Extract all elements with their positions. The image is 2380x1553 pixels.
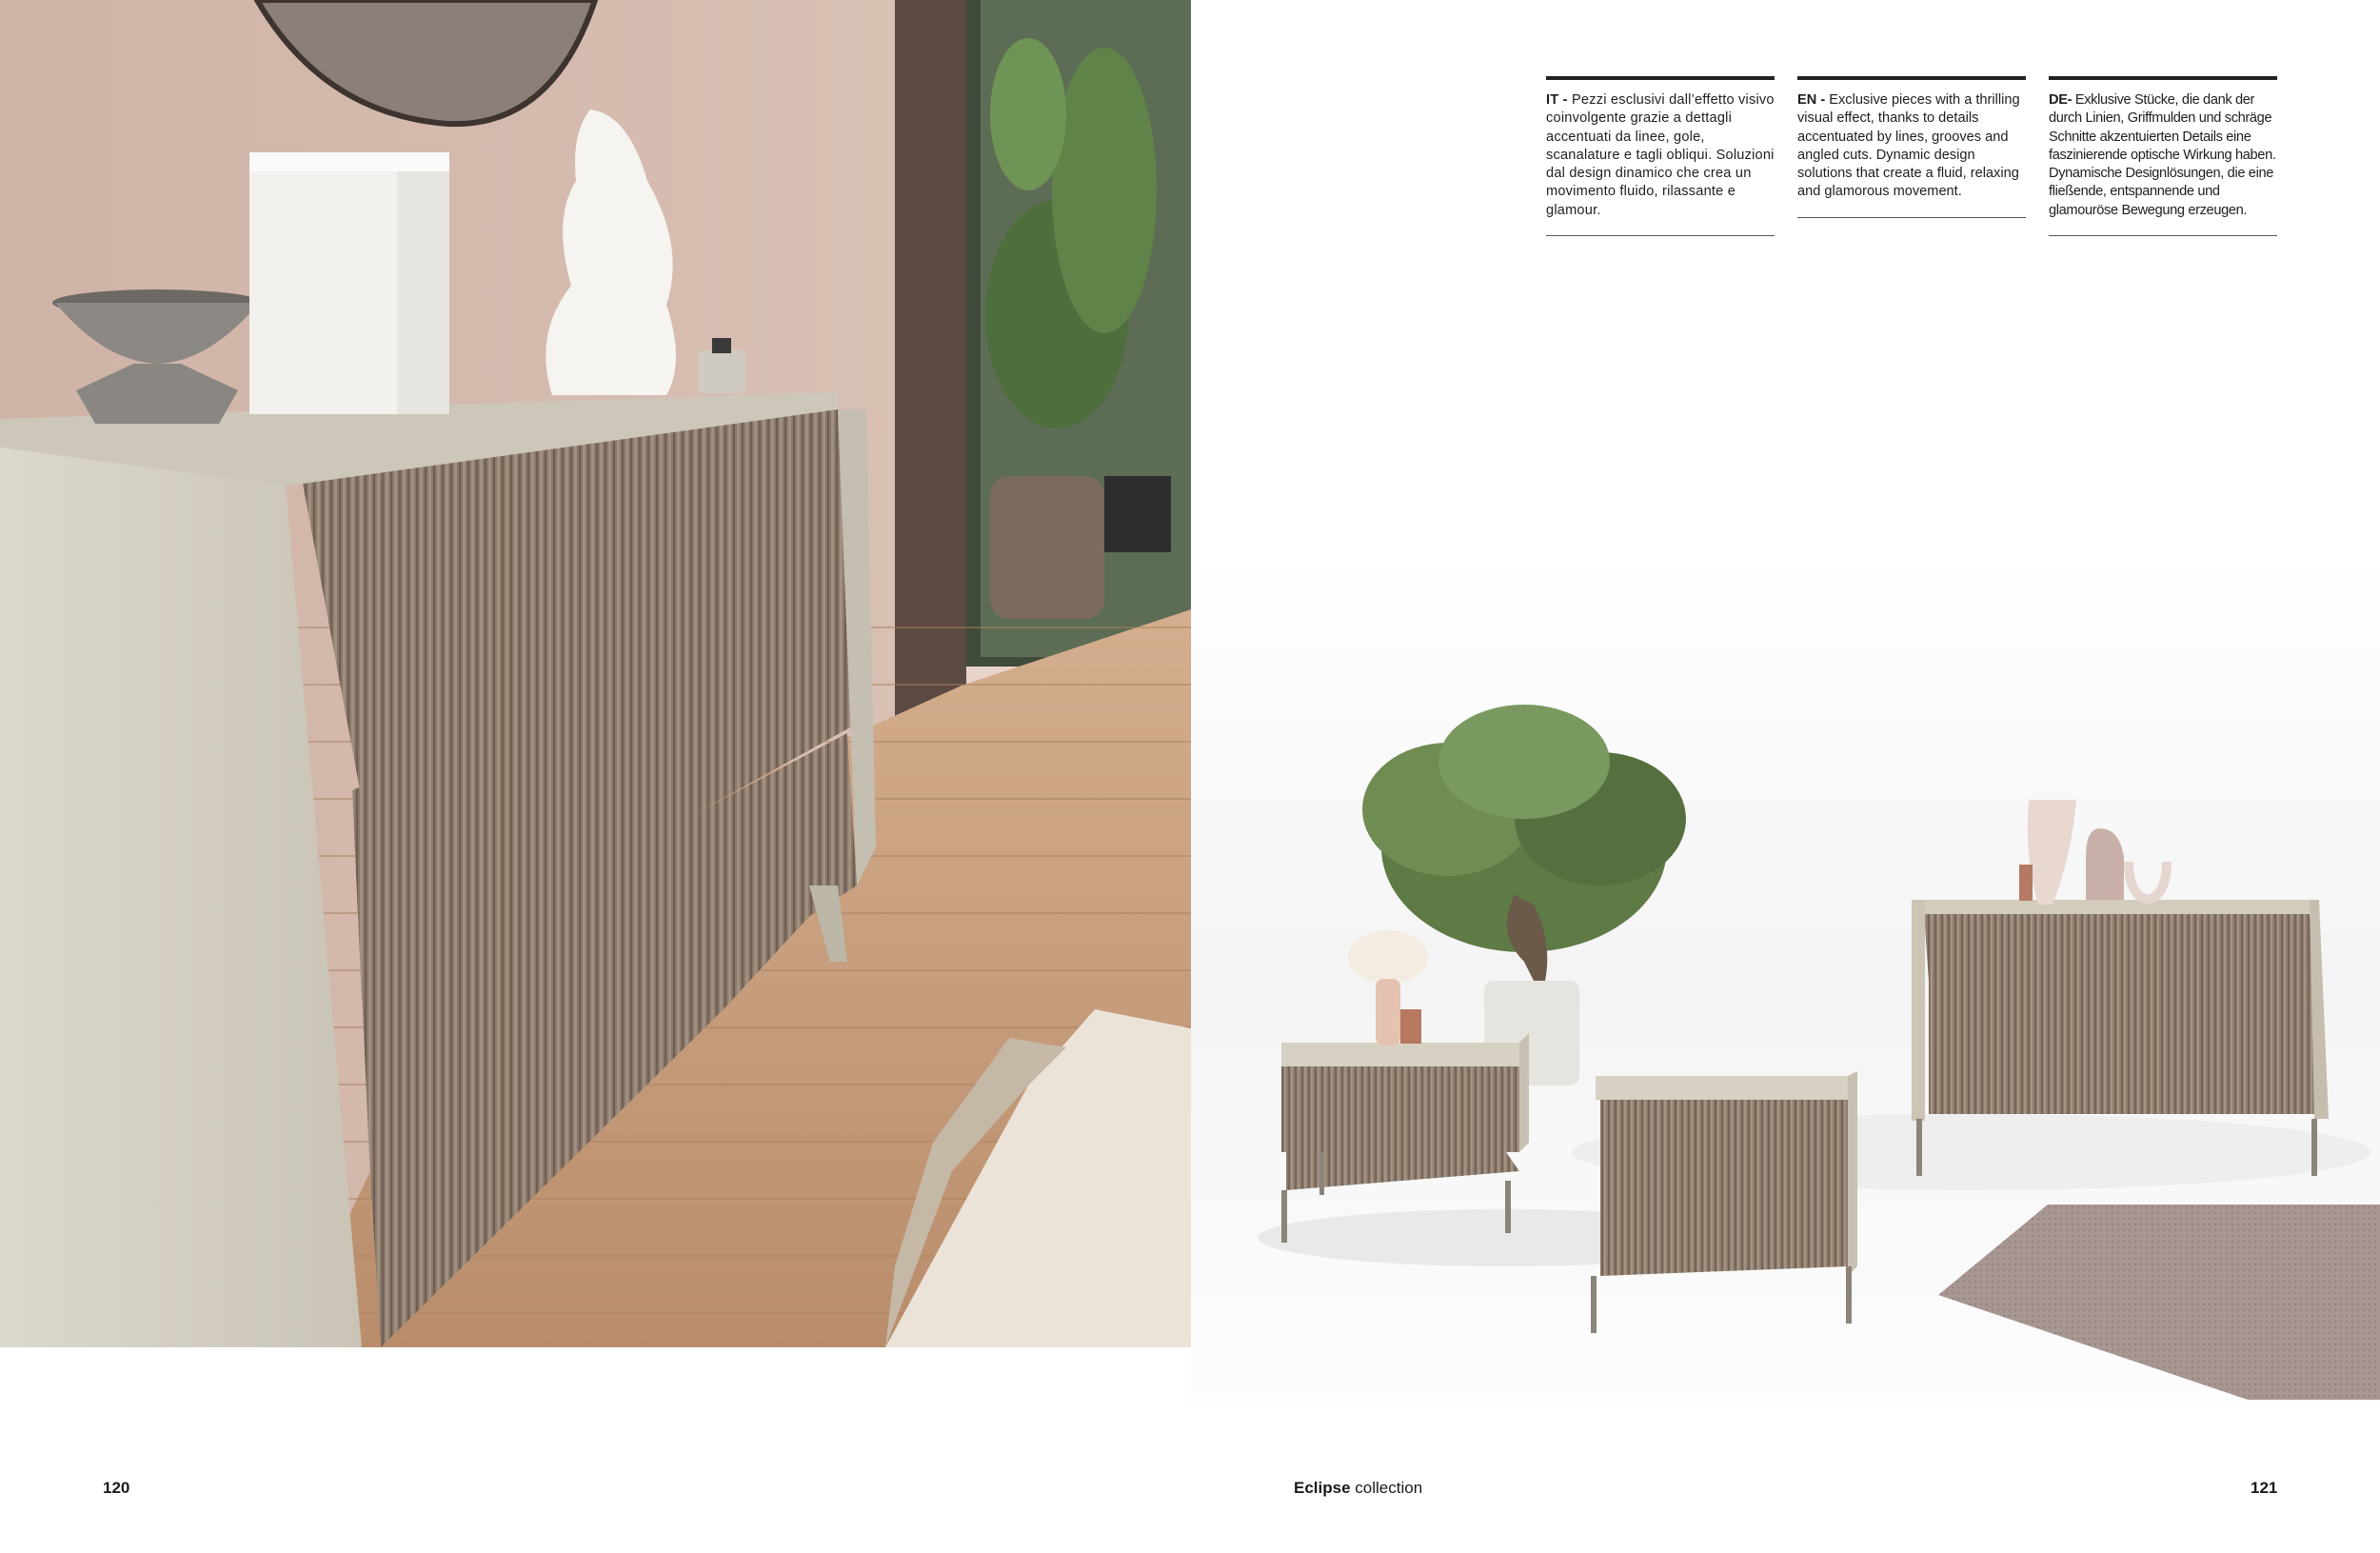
language-label: IT - (1546, 92, 1568, 108)
page-number-right: 121 (2251, 1479, 2278, 1497)
language-label: EN - (1797, 92, 1826, 108)
intro-paragraph: Pezzi esclusivi dall’effetto visivo coinvolgente grazie a dettagli accentuati da linee, gole, scanalature e tagli obliqui. Soluzioni dal design dinamico che crea un movimento fluido, rilassante e glamour. (1546, 92, 1775, 218)
brand-name: Eclipse (1294, 1479, 1351, 1497)
intro-text-english (1797, 76, 2026, 218)
intro-paragraph: Exclusive pieces with a thrilling visual effect, thanks to details accentuated by lines, grooves and angled cuts. Dynamic design solutions that create a fluid, relaxing and glamorous movement. (1797, 92, 2020, 200)
page-number-left: 120 (103, 1479, 130, 1497)
collection-label: collection (1355, 1479, 1423, 1497)
language-label: DE- (2049, 92, 2073, 108)
collection-title (1294, 1479, 1422, 1498)
intro-text-german (2049, 76, 2277, 236)
books-icon (249, 152, 449, 414)
interior-photo (0, 0, 1191, 1347)
intro-paragraph: Exklusive Stücke, die dank der durch Linien, Griffmulden und schräge Schnitte akzentuierten Details eine faszinierende optische Wirkung haben. Dynamische Designlösungen, die eine fließende, entspannende und glamouröse Bewegung erzeugen. (2049, 92, 2276, 218)
intro-text-italian (1546, 76, 1775, 236)
